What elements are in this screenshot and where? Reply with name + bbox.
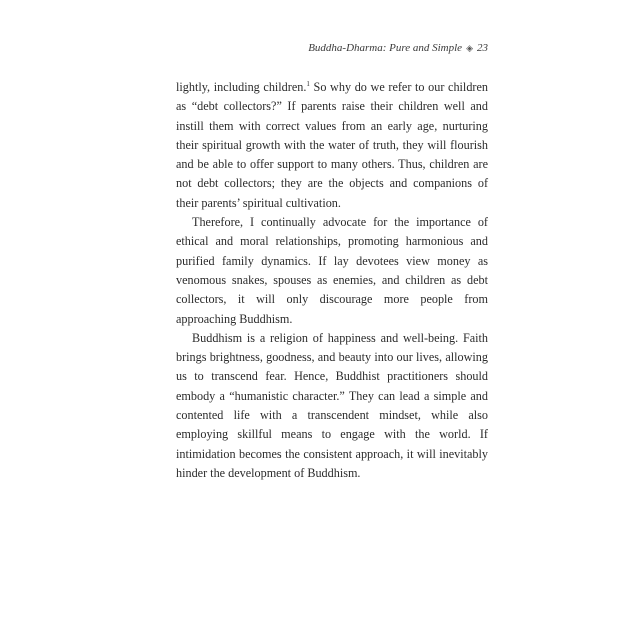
footnote-reference[interactable]: 1 (306, 80, 310, 88)
paragraph (176, 78, 488, 213)
paragraph-text: So why do we refer to our children as “debt collectors?” If parents raise their children well and instill them with correct values from an early age, nurturing their spiritual growth with the water of truth, they will flourish and be able to offer support to many others. Thus, children are not debt collectors; they are the objects and companions of their parents’ spiritual cultivation. (176, 80, 488, 210)
running-title: Buddha-Dharma: Pure and Simple (308, 42, 463, 54)
paragraph: Buddhism is a religion of happiness and well-being. Faith brings brightness, goodness, and beauty into our lives, allowing us to transcend fear. Hence, Buddhist practitioners should embody a “humanistic character.” They can lead a simple and contented life with a transcendent mindset, while also employing skillful means to engage with the world. If intimidation becomes the consistent approach, it will inevitably hinder the development of Buddhism. (176, 330, 488, 480)
paragraph: Therefore, I continually advocate for the importance of ethical and moral relationships, promoting harmonious and purified family dynamics. If lay devotees view money as venomous snakes, spouses as enemies, and children as debt collectors, it will only discourage more people from approaching Buddhism. (176, 215, 488, 326)
page-number: 23 (477, 42, 488, 54)
diamond-ornament-icon: ◈ (466, 42, 473, 53)
paragraph-text: lightly, including children. (176, 80, 307, 94)
body-text (176, 78, 488, 483)
running-header (308, 42, 488, 54)
